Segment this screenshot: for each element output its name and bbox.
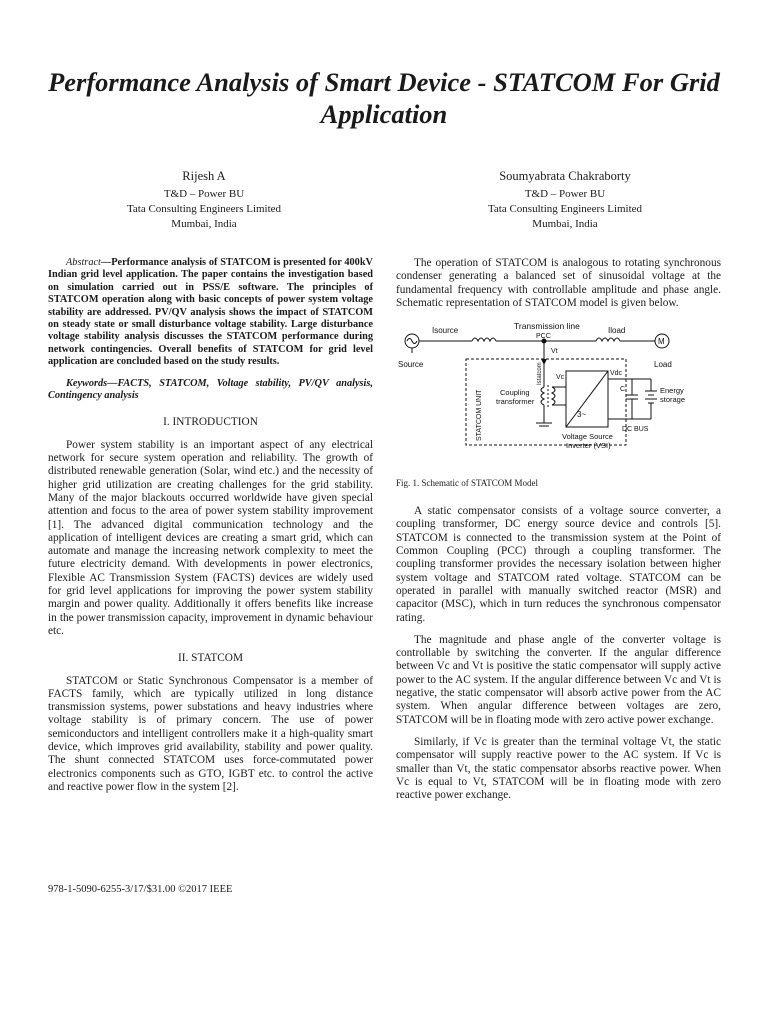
author-dept: T&D – Power BU	[524, 188, 606, 200]
transformer-secondary	[552, 387, 555, 405]
transmission-line-label: Transmission line	[514, 321, 580, 332]
transformer-primary	[541, 387, 544, 405]
figure-caption: Fig. 1. Schematic of STATCOM Model	[396, 478, 539, 489]
author-name: Soumyabrata Chakraborty	[499, 169, 631, 183]
keywords: Keywords—FACTS, STATCOM, Voltage stability, PV/QV analysis, Contingency analysis	[48, 377, 373, 402]
vsi-label-1: Voltage Source	[562, 432, 613, 442]
components-paragraph: A static compensator consists of a voltage source converter, a coupling transformer, DC energy source device and controls [5]. STATCOM is connected to the transmission system at the Point of Common Coupling (PCC) through a coupling transformer. The coupling transformer provides the necessary isolation between higher system voltage and STATCOM rated voltage. STATCOM can be operated in parallel with manually switched reactor (MSR) and capacitor (MSC), which in turn reduces the synchronous compensator rating.	[396, 505, 721, 624]
vc-label: Vc	[556, 374, 565, 382]
vt-label: Vt	[551, 348, 558, 356]
left-column	[48, 257, 373, 803]
i-statcom-label: Istatcom	[537, 362, 543, 386]
statcom-paragraph: STATCOM or Static Synchronous Compensator is a member of FACTS family, which are typically utilized in long distance transmission systems, power substations and heavy industries where voltage stability is of primary concern. The use of power semiconductors and intelligent controllers make it a high-quality smart device, which improves grid availability, stability and power quality. The shunt connected STATCOM uses force-commutated power electronics components such as GTO, IGBT etc. to control the active and reactive power flow in the system [2].	[48, 674, 373, 793]
section-heading-introduction: I. INTRODUCTION	[163, 416, 258, 429]
author-org: Tata Consulting Engineers Limited	[487, 203, 643, 215]
author-location: Mumbai, India	[532, 218, 598, 230]
motor-label: M	[658, 337, 665, 347]
author-dept: T&D – Power BU	[163, 188, 245, 200]
active-power-paragraph: The magnitude and phase angle of the converter voltage is controllable by switching the converter. If the angular difference between Vc and Vt is positive the static compensator will supply active power to the AC system. If the angular difference between Vc and Vt is negative, the static compensator will absorb active power from the AC system. When angular difference between voltages are zero, STATCOM will be in floating mode with zero active power exchange.	[396, 633, 721, 726]
author-name: Rijesh A	[182, 169, 226, 183]
energy-label: Energy	[660, 386, 684, 396]
vsi-label-2: Inverter (VSI)	[566, 441, 611, 451]
three-phase-label: 3~	[577, 410, 587, 420]
author-block-1	[54, 167, 354, 232]
abstract	[48, 257, 373, 369]
section-heading-statcom: II. STATCOM	[178, 652, 243, 665]
statcom-schematic-figure	[396, 319, 721, 469]
source-label: Source	[398, 360, 424, 370]
author-location: Mumbai, India	[171, 218, 237, 230]
operation-paragraph: The operation of STATCOM is analogous to rotating synchronous condenser generating a balanced set of sinusoidal voltage at the fundamental frequency with controllable amplitude and phase angle. Schematic representation of STATCOM model is given below.	[396, 257, 721, 309]
load-label: Load	[654, 360, 672, 370]
copyright-footer: 978-1-5090-6255-3/17/$31.00 ©2017 IEEE	[48, 884, 233, 895]
abstract-text: —Performance analysis of STATCOM is presented for 400kV Indian grid level application. The paper contains the investigation based on simulation carried out in PSS/E software. The principles of STATCOM operation along with basic concepts of power system voltage stability are addressed. PV/QV analysis shows the impact of STATCOM on steady state or small disturbance voltage stability. Large disturbance voltage stability analysis discusses the STATCOM performance during network contingencies. Overall benefits of STATCOM for grid level application are concluded based on the study results.	[48, 257, 373, 368]
coupling-label: Coupling	[500, 388, 530, 398]
storage-label: storage	[660, 395, 686, 405]
i-load-label: Iload	[608, 326, 626, 336]
line-inductor	[596, 338, 620, 341]
i-source-label: Isource	[432, 326, 459, 336]
right-column	[396, 257, 721, 811]
source-inductor	[472, 338, 496, 341]
statcom-unit-label: STATCOM UNIT	[476, 389, 483, 442]
author-block-2	[415, 167, 715, 232]
vdc-label: Vdc	[610, 370, 623, 378]
dc-bus-label: DC BUS	[622, 426, 649, 434]
transformer-label: transformer	[496, 397, 535, 407]
introduction-paragraph: Power system stability is an important aspect of any electrical network for secure system operation and reliability. The growth of distributed renewable generation (Solar, wind etc.) and the necessity of higher grid utilization are creating challenges for the grid stability. Many of the major blackouts occurred worldwide have given special attention and focus to the area of power system stability improvement [1]. The advanced digital communication technology and the application of intelligent devices are creating a smart grid, which can automate and manage the increasing network complexity to meet the future electricity demand. With developments in power electronics, Flexible AC Transmission System (FACTS) devices are widely used for grid level applications for improving the power system stability margin and power quality. Additionally it offers benefits like increase in the power transmission capacity, improvement in dynamic behaviour etc.	[48, 438, 373, 637]
author-org: Tata Consulting Engineers Limited	[126, 203, 282, 215]
sine-icon	[407, 339, 417, 344]
paper-title: Performance Analysis of Smart Device - STATCOM For Grid Application	[48, 67, 720, 129]
abstract-lead: Abstract	[66, 257, 101, 268]
reactive-power-paragraph: Similarly, if Vc is greater than the terminal voltage Vt, the static compensator will supply reactive power to the AC system. If Vc is smaller than Vt, the static compensator absorbs reactive power. When Vc is equal to Vt, STATCOM will be in floating mode with zero reactive power exchange.	[396, 735, 721, 802]
pcc-label: PCC	[536, 333, 551, 341]
capacitor-label: C	[620, 386, 626, 394]
